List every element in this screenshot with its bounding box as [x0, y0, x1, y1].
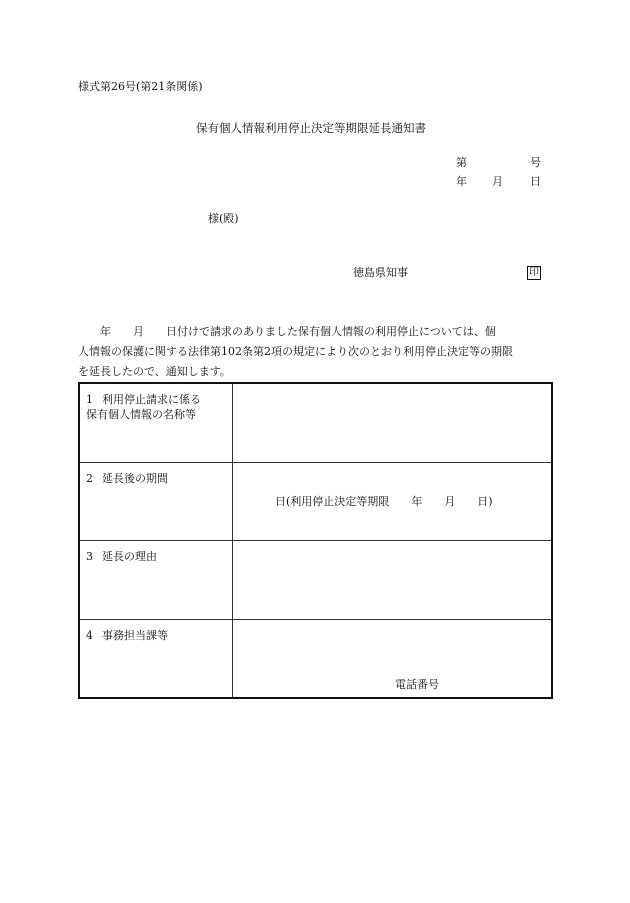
reference-number-suffix: 号: [530, 156, 541, 169]
row-content[interactable]: [233, 462, 553, 540]
row-number: 2: [86, 471, 93, 485]
row-label-line1: 延長後の期間: [102, 471, 168, 485]
row-label: [79, 383, 233, 462]
extension-period-text: 日(利用停止決定等期限 年 月 日): [275, 494, 493, 508]
table-row: [79, 383, 552, 462]
date-day: 日: [530, 175, 541, 188]
phone-number-label: 電話番号: [395, 677, 439, 691]
row-label: [79, 619, 233, 698]
row-label: [79, 462, 233, 540]
notice-body-line: 年 月 日付けで請求のありました保有個人情報の利用停止については、個: [78, 325, 496, 338]
reference-number-prefix: 第: [456, 156, 467, 169]
notice-body-line: 人情報の保護に関する法律第102条第2項の規定により次のとおり利用停止決定等の期限: [78, 345, 513, 358]
date-year: 年: [456, 175, 467, 188]
row-number: 4: [86, 628, 93, 642]
recipient-suffix: 様(殿): [208, 212, 239, 225]
form-number: 様式第26号(第21条関係): [78, 80, 203, 93]
table-row: [79, 619, 552, 698]
document-title: 保有個人情報利用停止決定等期限延長通知書: [196, 121, 426, 135]
sender-name: 徳島県知事: [353, 266, 408, 279]
date-month: 月: [492, 175, 503, 188]
row-number: 3: [86, 549, 93, 563]
details-table: [78, 382, 553, 699]
table-row: [79, 540, 552, 619]
notice-body-line: を延長したので、通知します。: [78, 365, 231, 378]
seal-mark: 印: [529, 267, 539, 278]
row-label-line1: 事務担当課等: [102, 628, 168, 642]
row-label-line1: 延長の理由: [102, 549, 157, 563]
row-content[interactable]: [233, 540, 553, 619]
row-label: [79, 540, 233, 619]
row-content[interactable]: [233, 619, 553, 698]
notice-body: [78, 322, 554, 382]
row-number: 1: [86, 393, 93, 406]
row-label-line2: 保有個人情報の名称等: [86, 408, 196, 421]
table-row: [79, 462, 552, 540]
row-content[interactable]: [233, 383, 553, 462]
row-label-line1: 利用停止請求に係る: [102, 393, 201, 406]
